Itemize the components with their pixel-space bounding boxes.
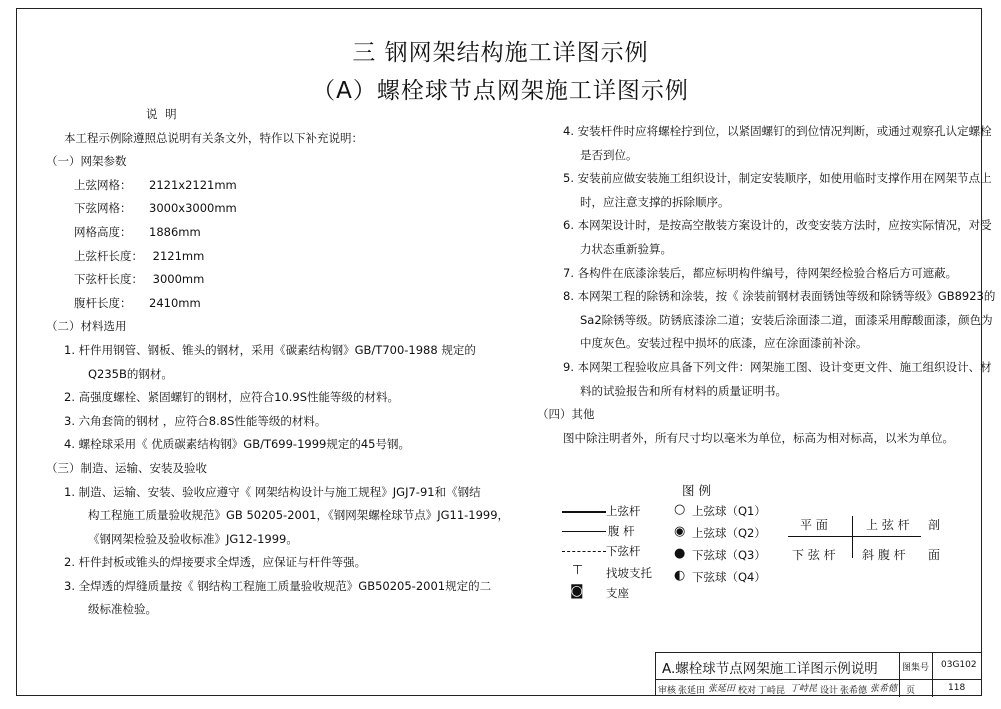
left-column xyxy=(46,103,521,622)
check-name: 丁峙昆 xyxy=(758,686,786,696)
material-item-1-cont: Q235B的钢材。 xyxy=(88,366,173,381)
construction-item-4: 4. 安装杆件时应将螺栓拧到位，以紧固螺钉的到位情况判断，或通过观察孔认定螺栓 xyxy=(563,124,992,138)
atlas-number: 03G102 xyxy=(941,660,977,670)
review-name: 张延田 xyxy=(678,686,706,696)
legend-q4: 下弦球（Q4） xyxy=(692,570,766,584)
material-item-4: 4. 螺栓球采用《 优质碳素结构钢》GB/T699-1999规定的45号钢。 xyxy=(64,437,410,452)
check-signature: 丁峙昆 xyxy=(790,684,818,694)
construction-item-9-cont: 料的试验报告和所有材料的质量证明书。 xyxy=(580,383,787,398)
chapter-title: 三 钢网架结构施工详图示例 xyxy=(352,40,649,66)
construction-item-1-cont: 《钢网架检验及验收标准》JG12-1999。 xyxy=(88,531,298,546)
atlas-label: 图集号 xyxy=(902,663,930,673)
intro-text: 本工程示例除遵照总说明有关条文外，特作以下补充说明： xyxy=(64,130,363,145)
param-row: 下弦网格： 3000x3000mm xyxy=(74,201,237,216)
legend-support-rod: 找坡支托 xyxy=(606,566,652,580)
legend-diag-rod: 斜 腹 杆 xyxy=(862,548,906,562)
legend-section-a: 剖 xyxy=(928,518,941,532)
construction-item-3: 3. 全焊透的焊缝质量按《 钢结构工程施工质量验收规范》GB50205-2001规定的二 xyxy=(64,578,492,593)
q4-ball-icon: ◐ xyxy=(674,568,686,583)
legend-title: 图 例 xyxy=(682,483,711,498)
param-row: 上弦杆长度： 2121mm xyxy=(74,248,205,263)
title-block-divider xyxy=(899,653,900,697)
construction-item-8-cont: Sa2除锈等级。防锈底漆涂二道；安装后涂面漆二道，面漆采用醇酸面漆，颜色为 xyxy=(580,312,993,327)
param-row: 腹杆长度： 2410mm xyxy=(74,295,201,310)
review-label: 审核 xyxy=(658,686,677,696)
construction-item-1-cont: 构工程施工质量验收规范》GB 50205-2001，《钢网架螺栓球节点》JG11-1999， xyxy=(88,508,510,523)
construction-item-9: 9. 本网架工程验收应具备下列文件：网架施工图、设计变更文件、施工组织设计、材 xyxy=(563,359,992,374)
page-number: 118 xyxy=(948,683,966,693)
param-row: 下弦杆长度： 3000mm xyxy=(74,272,205,287)
legend-bearing: 支座 xyxy=(606,586,629,600)
design-label: 设计 xyxy=(820,686,839,696)
title-block xyxy=(655,652,982,696)
material-item-1: 1. 杆件用钢管、钢板、锥头的钢材，采用《碳素结构钢》GB/T700-1988 规定的 xyxy=(64,342,476,357)
legend-table-vline xyxy=(852,516,853,558)
other-note: 图中除注明者外，所有尺寸均以毫米为单位，标高为相对标高，以米为单位。 xyxy=(563,430,954,445)
legend-web: 腹 杆 xyxy=(608,524,635,538)
page-label: 页 xyxy=(906,686,916,696)
bearing-icon: ◙ xyxy=(570,583,584,599)
construction-item-7: 7. 各构件在底漆涂装后，都应标明构件编号，待网架经检验合格后方可遮蔽。 xyxy=(563,265,958,280)
review-signature: 张延田 xyxy=(708,684,736,694)
legend-q3: 下弦球（Q3） xyxy=(692,548,766,562)
web-line-symbol xyxy=(562,531,606,532)
param-row: 上弦网格： 2121x2121mm xyxy=(74,177,237,192)
legend-q2: 上弦球（Q2） xyxy=(692,526,766,540)
legend-q1: 上弦球（Q1） xyxy=(692,504,766,518)
param-row: 网格高度： 1886mm xyxy=(74,224,201,239)
material-item-3: 3. 六角套筒的钢材 ，应符合8.8S性能等级的材料。 xyxy=(64,413,327,428)
support-rod-icon: ⊤ xyxy=(572,563,584,578)
design-signature: 张希德 xyxy=(870,684,898,694)
legend-bottom-rod: 下 弦 杆 xyxy=(792,548,836,562)
legend-section-b: 面 xyxy=(928,548,941,562)
legend-bottom-chord: 下弦杆 xyxy=(606,544,641,558)
check-label: 校对 xyxy=(738,686,757,696)
section-heading-3: （三）制造、运输、安装及验收 xyxy=(46,460,207,475)
bottom-chord-line-symbol xyxy=(562,551,606,552)
legend xyxy=(562,475,962,605)
construction-item-6-cont: 力状态重新验算。 xyxy=(580,241,672,256)
legend-table-hline xyxy=(788,536,921,537)
design-name: 张希德 xyxy=(840,686,868,696)
construction-item-8: 8. 本网架工程的除锈和涂装，按《 涂装前钢材表面锈蚀等级和除锈等级》GB8923的 xyxy=(563,289,996,304)
title-block-title: A.螺栓球节点网架施工详图示例说明 xyxy=(662,661,878,677)
material-item-2: 2. 高强度螺栓、紧固螺钉的钢材，应符合10.9S性能等级的材料。 xyxy=(64,390,400,405)
section-heading-4: （四）其他 xyxy=(537,407,595,422)
construction-item-5: 5. 安装前应做安装施工组织设计，制定安装顺序，如使用临时支撑作用在网架节点上 xyxy=(563,171,992,186)
construction-item-2: 2. 杆件封板或锥头的焊接要求全焊透，应保证与杆件等强。 xyxy=(64,555,367,570)
q1-ball-icon: ○ xyxy=(674,502,686,517)
q3-ball-icon: ● xyxy=(674,546,686,561)
section-heading-2: （二）材料选用 xyxy=(46,319,127,334)
right-column xyxy=(537,120,996,450)
construction-item-6: 6. 本网架设计时，是按高空散装方案设计的，改变安装方法时，应按实际情况，对受 xyxy=(563,218,992,233)
notes-heading: 说 明 xyxy=(146,107,179,121)
construction-item-1: 1. 制造、运输、安装、验收应遵守《 网架结构设计与施工规程》JGJ7-91和《钢结 xyxy=(64,484,481,499)
q2-ball-icon: ◉ xyxy=(674,524,686,539)
section-title: （A）螺栓球节点网架施工详图示例 xyxy=(312,78,689,104)
title-block-divider xyxy=(656,679,982,680)
legend-top-chord: 上弦杆 xyxy=(606,504,641,518)
construction-item-5-cont: 时，应注意支撑的拆除顺序。 xyxy=(580,194,730,209)
construction-item-8-cont: 中度灰色。安装过程中损坏的底漆，应在涂面漆前补涂。 xyxy=(580,336,868,351)
legend-top-rod: 上 弦 杆 xyxy=(866,518,910,532)
section-heading-1: （一）网架参数 xyxy=(46,154,127,169)
title-block-divider xyxy=(932,653,933,697)
legend-plane: 平 面 xyxy=(800,518,828,532)
construction-item-3-cont: 级标准检验。 xyxy=(88,602,157,617)
construction-item-4-cont: 是否到位。 xyxy=(580,147,638,162)
top-chord-line-symbol xyxy=(562,511,606,513)
